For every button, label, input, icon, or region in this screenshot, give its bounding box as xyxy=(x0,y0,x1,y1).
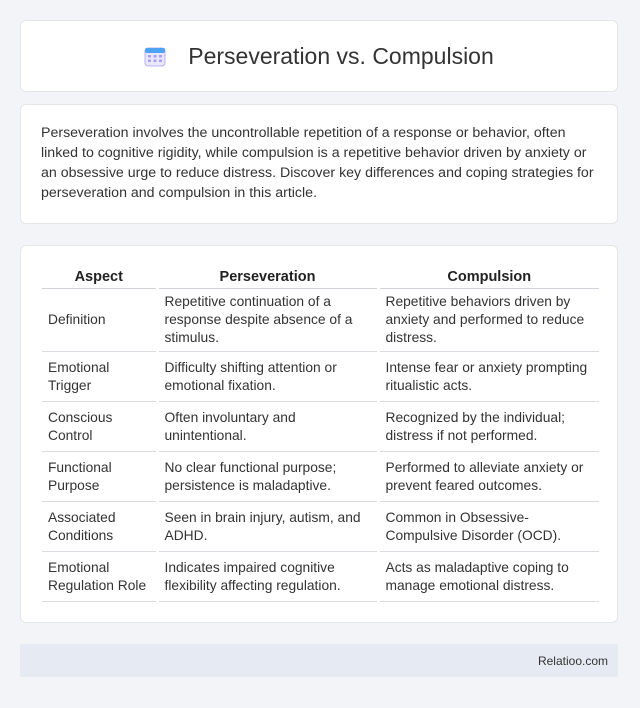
perseveration-cell: Indicates impaired cognitive flexibility affecting regulation. xyxy=(157,552,378,602)
table-row xyxy=(42,502,599,552)
intro-card xyxy=(20,104,618,224)
perseveration-cell: No clear functional purpose; persistence is maladaptive. xyxy=(157,452,378,502)
table-header-row xyxy=(42,262,599,289)
compulsion-cell: Repetitive behaviors driven by anxiety and performed to reduce distress. xyxy=(378,289,599,352)
compulsion-cell: Recognized by the individual; distress if not performed. xyxy=(378,402,599,452)
page-title: Perseveration vs. Compulsion xyxy=(188,42,494,69)
table-row xyxy=(42,352,599,402)
table-row xyxy=(42,552,599,602)
perseveration-cell: Repetitive continuation of a response despite absence of a stimulus. xyxy=(157,289,378,352)
aspect-cell: Definition xyxy=(42,289,157,352)
aspect-cell: Associated Conditions xyxy=(42,502,157,552)
perseveration-cell: Difficulty shifting attention or emotional fixation. xyxy=(157,352,378,402)
header-aspect: Aspect xyxy=(42,262,157,289)
footer xyxy=(20,644,618,677)
intro-text: Perseveration involves the uncontrollable repetition of a response or behavior, often linked to cognitive rigidity, while compulsion is a repetitive behavior driven by anxiety or an obsessive urge to reduce distress. Discover key differences and coping strategies for perseveration and compulsion in this article. xyxy=(41,125,594,201)
calendar-icon xyxy=(144,45,166,67)
aspect-cell: Functional Purpose xyxy=(42,452,157,502)
footer-brand[interactable]: Relatioo.com xyxy=(537,653,608,668)
header-perseveration: Perseveration xyxy=(157,262,378,289)
perseveration-cell: Often involuntary and unintentional. xyxy=(157,402,378,452)
compulsion-cell: Common in Obsessive-Compulsive Disorder (OCD). xyxy=(378,502,599,552)
compulsion-cell: Intense fear or anxiety prompting ritualistic acts. xyxy=(378,352,599,402)
table-row xyxy=(42,402,599,452)
aspect-cell: Conscious Control xyxy=(42,402,157,452)
compulsion-cell: Acts as maladaptive coping to manage emotional distress. xyxy=(378,552,599,602)
comparison-card xyxy=(20,245,618,623)
aspect-cell: Emotional Regulation Role xyxy=(42,552,157,602)
perseveration-cell: Seen in brain injury, autism, and ADHD. xyxy=(157,502,378,552)
title-card xyxy=(20,20,618,92)
table-row xyxy=(42,289,599,352)
header-compulsion: Compulsion xyxy=(378,262,599,289)
comparison-table xyxy=(42,262,599,602)
aspect-cell: Emotional Trigger xyxy=(42,352,157,402)
table-row xyxy=(42,452,599,502)
compulsion-cell: Performed to alleviate anxiety or prevent feared outcomes. xyxy=(378,452,599,502)
